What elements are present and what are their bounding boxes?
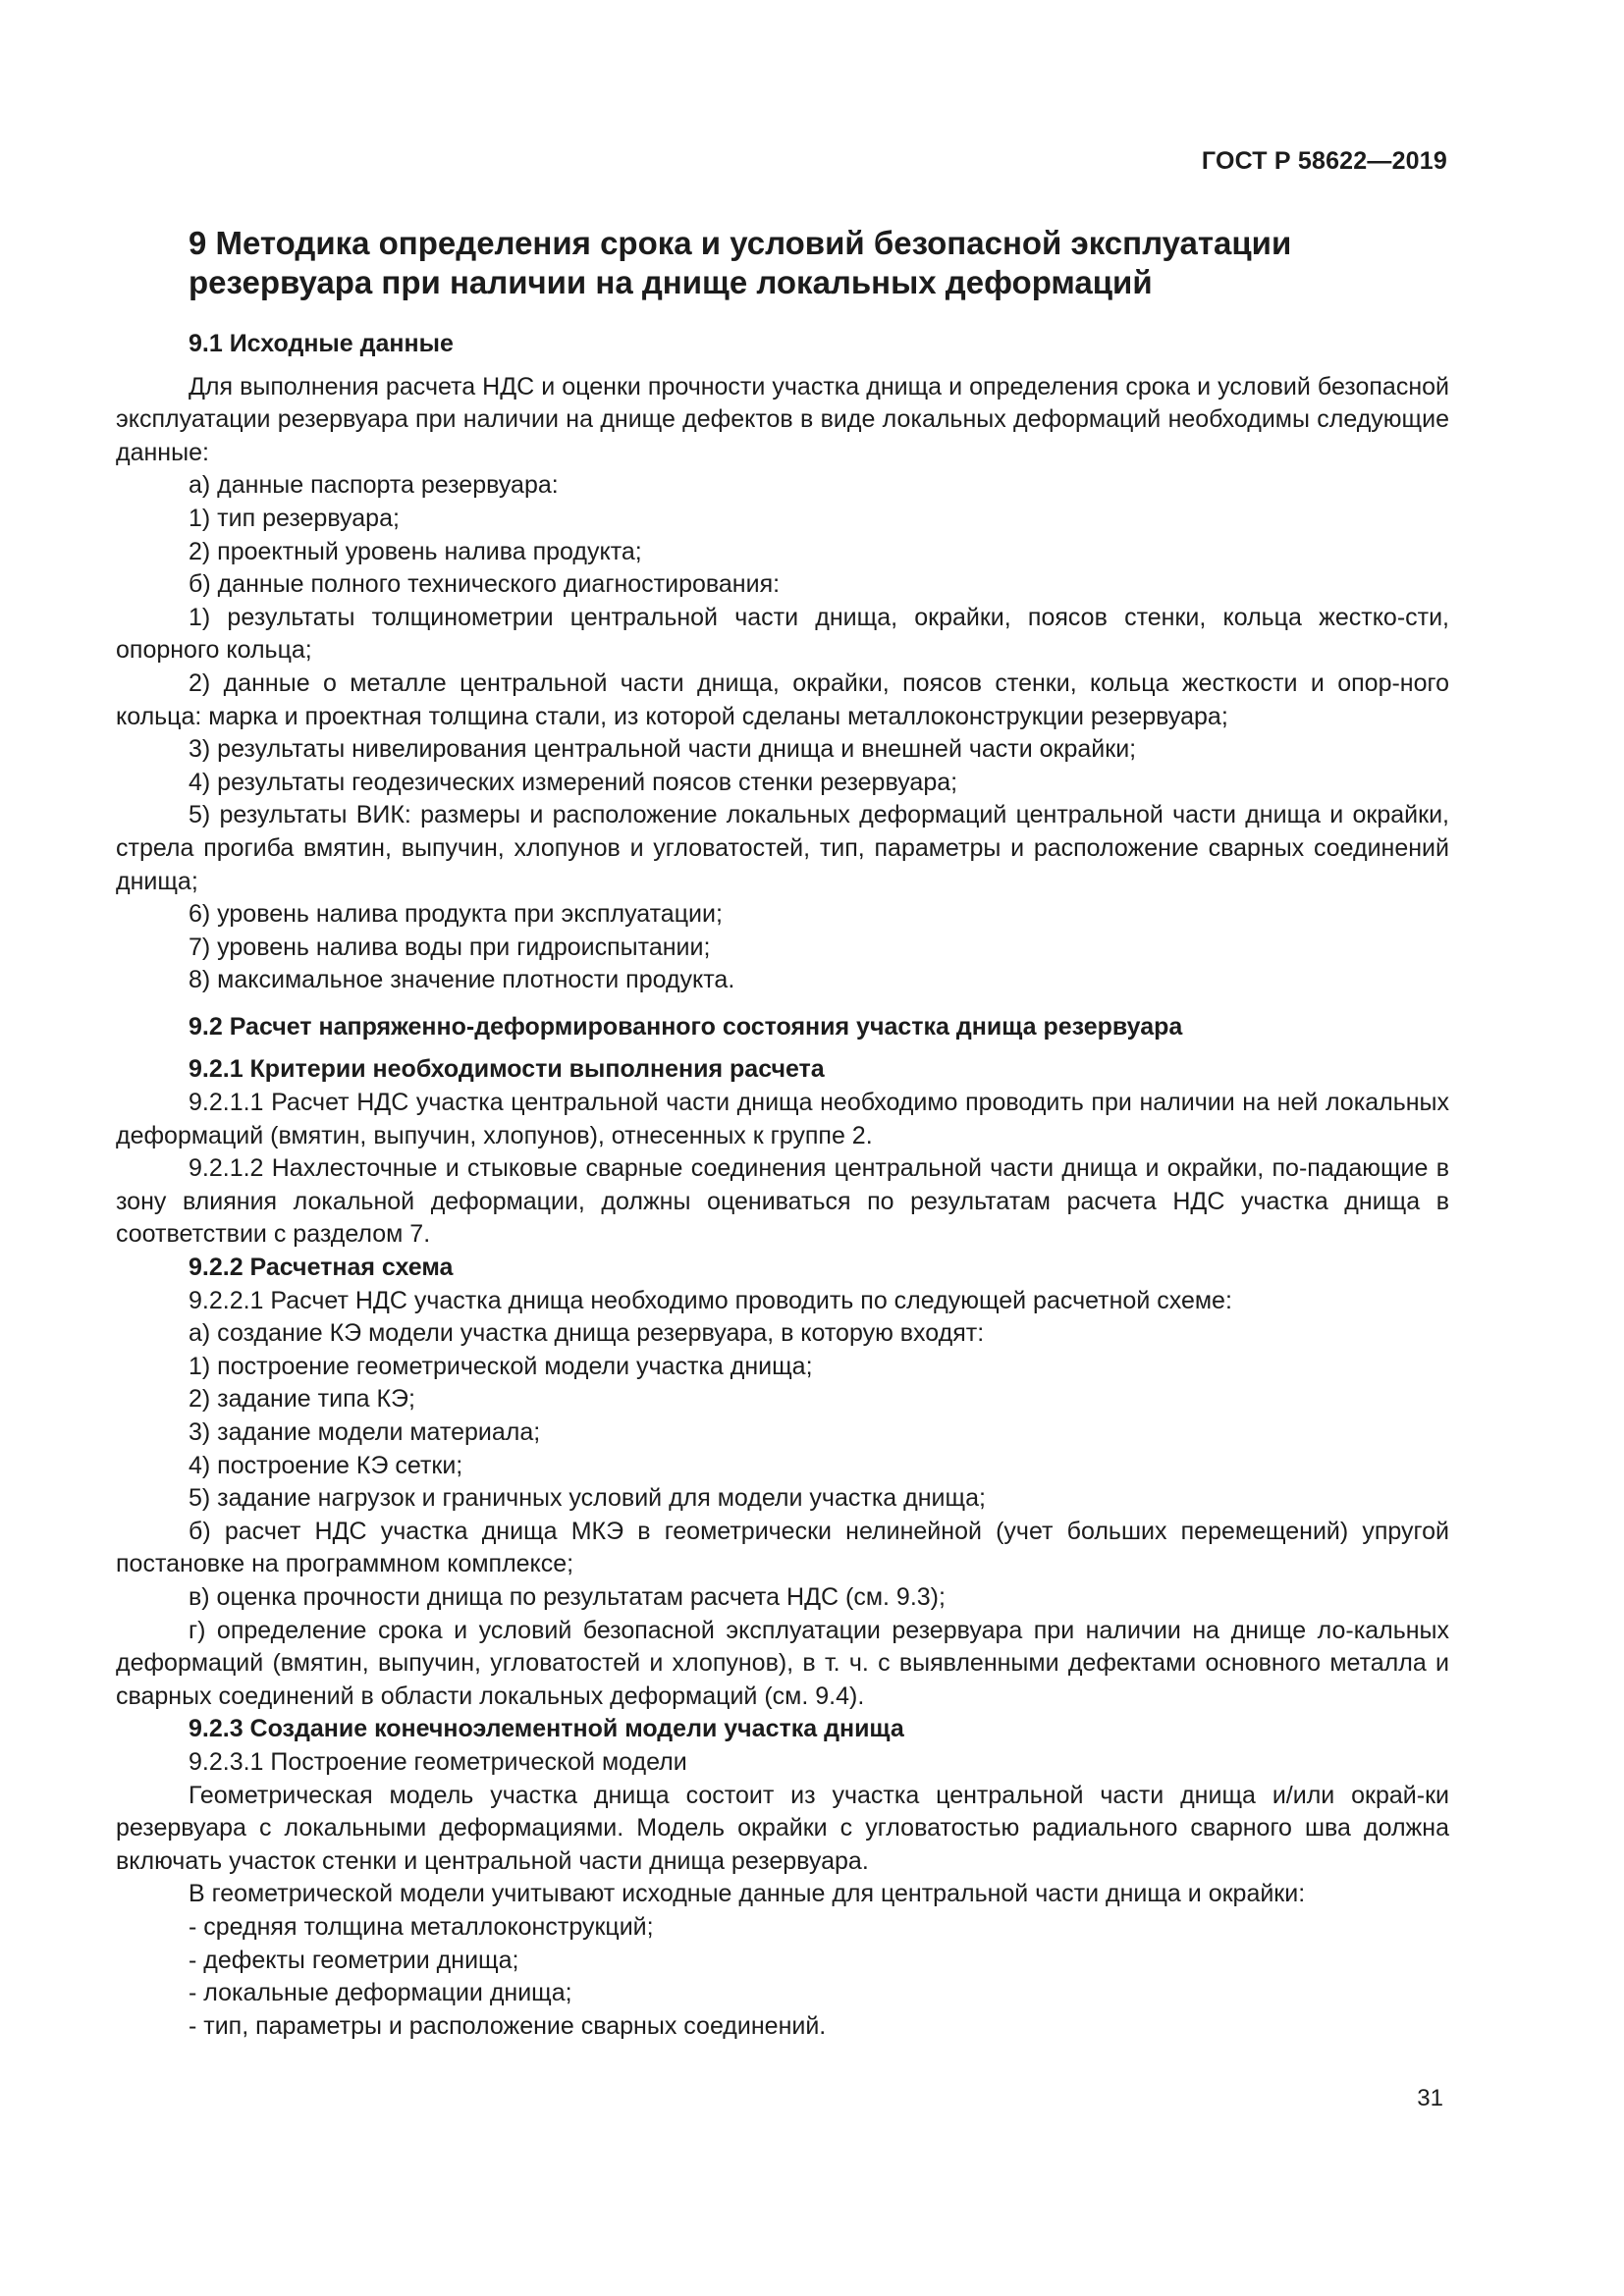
list-item: 8) максимальное значение плотности продукта. (189, 966, 735, 994)
document-header: ГОСТ Р 58622—2019 (1201, 147, 1447, 175)
document-body (116, 224, 1449, 2043)
paragraph-9-2-2-1: 9.2.2.1 Расчет НДС участка днища необходимо проводить по следующей расчетной схеме: (189, 1286, 1232, 1314)
list-item: 1) тип резервуара; (189, 504, 400, 532)
list-item: - средняя толщина металлоконструкций; (189, 1912, 654, 1941)
page-number: 31 (1417, 2085, 1443, 2111)
subsection-9-2-title: 9.2 Расчет напряженно-деформированного состояния участка днища резервуара (189, 1012, 1183, 1041)
list-item: б) данные полного технического диагностирования: (189, 570, 781, 599)
paragraph-geometry-data: В геометрической модели учитывают исходные данные для центральной части днища и окрайки: (189, 1880, 1306, 1908)
list-item: в) оценка прочности днища по результатам расчета НДС (см. 9.3); (189, 1582, 946, 1611)
list-item: 2) проектный уровень налива продукта; (189, 537, 642, 565)
list-item: 3) результаты нивелирования центральной части днища и внешней части окрайки; (189, 735, 1137, 764)
list-item: г) определение срока и условий безопасной эксплуатации резервуара при наличии на днище ло-кальных деформаций (вмятин, выпучин, угловатостей и хлопунов), в т. ч. с выявленными дефектами основного металла и сварных соединений в области локальных деформаций (см. 9.4). (116, 1616, 1449, 1710)
list-item: - тип, параметры и расположение сварных соединений. (189, 2011, 827, 2040)
section-9-title (116, 224, 1449, 302)
subsection-9-2-3-title: 9.2.3 Создание конечноэлементной модели участка днища (189, 1715, 904, 1743)
list-item: а) создание КЭ модели участка днища резервуара, в которую входят: (189, 1319, 985, 1348)
list-item: а) данные паспорта резервуара: (189, 471, 559, 500)
paragraph-geometry: Геометрическая модель участка днища состоит из участка центральной части днища и/или окрай-ки резервуара с локальными деформациями. Модель окрайки с угловатостью радиального сварного шва должна включать участок стенки и центральной части днища резервуара. (116, 1781, 1449, 1875)
list-item: 3) задание модели материала; (189, 1418, 541, 1446)
list-item: 2) данные о металле центральной части днища, окрайки, поясов стенки, кольца жесткости и опор-ного кольца: марка и проектная толщина стали, из которой сделаны металлоконструкции резервуара; (116, 668, 1449, 730)
list-item: 7) уровень налива воды при гидроиспытании; (189, 933, 711, 961)
list-item: 4) построение КЭ сетки; (189, 1451, 463, 1479)
list-item: - дефекты геометрии днища; (189, 1946, 519, 1974)
list-item: 2) задание типа КЭ; (189, 1385, 415, 1414)
section-9-title-line2: резервуара при наличии на днище локальных деформаций (189, 264, 1153, 300)
section-9-title-line1: 9 Методика определения срока и условий безопасной эксплуатации (189, 225, 1292, 261)
list-item: - локальные деформации днища; (189, 1979, 572, 2007)
list-item: 1) результаты толщинометрии центральной части днища, окрайки, поясов стенки, кольца жестко-сти, опорного кольца; (116, 603, 1449, 665)
paragraph-9-2-3-1: 9.2.3.1 Построение геометрической модели (189, 1747, 687, 1776)
list-item: 4) результаты геодезических измерений поясов стенки резервуара; (189, 768, 958, 796)
paragraph-9-2-1-2: 9.2.1.2 Нахлесточные и стыковые сварные соединения центральной части днища и окрайки, по-падающие в зону влияния локальной деформации, должны оцениваться по результатам расчета НДС участка днища в соответствии с разделом 7. (116, 1154, 1449, 1249)
subsection-9-1-title: 9.1 Исходные данные (189, 330, 454, 357)
list-item: б) расчет НДС участка днища МКЭ в геометрически нелинейной (учет больших перемещений) упругой постановке на программном комплексе; (116, 1517, 1449, 1578)
list-item: 5) результаты ВИК: размеры и расположение локальных деформаций центральной части днища и окрайки, стрела прогиба вмятин, выпучин, хлопунов и угловатостей, тип, параметры и расположение сварных соединений днища; (116, 801, 1449, 895)
subsection-9-2-2-title: 9.2.2 Расчетная схема (189, 1254, 454, 1282)
paragraph-intro: Для выполнения расчета НДС и оценки прочности участка днища и определения срока и условий безопасной эксплуатации резервуара при наличии на днище дефектов в виде локальных деформаций необходимы следующие данные: (116, 372, 1449, 466)
list-item: 6) уровень налива продукта при эксплуатации; (189, 900, 723, 929)
paragraph-9-2-1-1: 9.2.1.1 Расчет НДС участка центральной части днища необходимо проводить при наличии на ней локальных деформаций (вмятин, выпучин, хлопунов), отнесенных к группе 2. (116, 1089, 1449, 1149)
subsection-9-2-1-title: 9.2.1 Критерии необходимости выполнения расчета (189, 1055, 825, 1084)
list-item: 5) задание нагрузок и граничных условий для модели участка днища; (189, 1484, 986, 1513)
list-item: 1) построение геометрической модели участка днища; (189, 1352, 813, 1380)
